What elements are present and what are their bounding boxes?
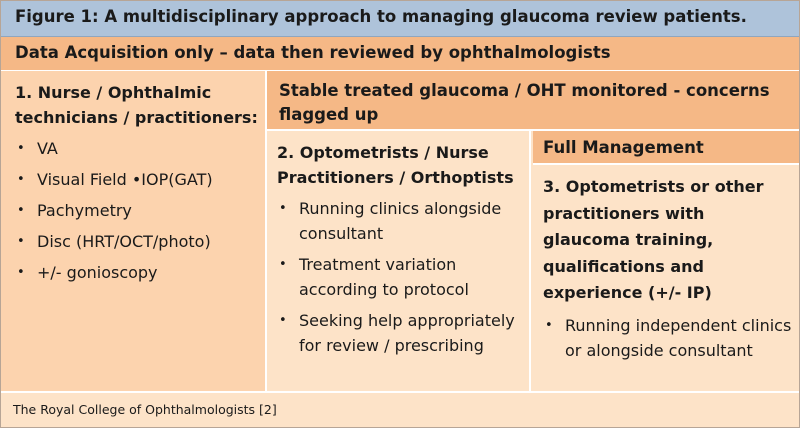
list-item: • Treatment variation according to protocol: [277, 252, 523, 302]
column-optometrists-practitioners: [267, 131, 531, 391]
list-item: • Disc (HRT/OCT/photo): [15, 229, 265, 254]
bullet-icon: •: [17, 141, 25, 156]
list-item: • Running clinics alongside consultant: [277, 196, 523, 246]
bullet-icon: •: [17, 234, 25, 249]
column-nurse-technicians: [1, 71, 267, 391]
column-heading: 1. Nurse / Ophthalmic technicians / practitioners:: [15, 83, 258, 127]
source-footer: The Royal College of Ophthalmologists [2]: [1, 391, 799, 427]
data-acquisition-header: Data Acquisition only – data then reviewed by ophthalmologists: [1, 37, 799, 71]
list-item: • Visual Field •IOP(GAT): [15, 167, 265, 192]
column-heading: 2. Optometrists / Nurse Practitioners / Orthoptists: [277, 143, 514, 187]
figure-title: Figure 1: A multidisciplinary approach to managing glaucoma review patients.: [1, 1, 799, 37]
bullet-icon: •: [17, 203, 25, 218]
full-management-header: Full Management: [533, 131, 799, 165]
stable-monitored-header: Stable treated glaucoma / OHT monitored - concerns flagged up: [267, 71, 799, 131]
column-list: [15, 136, 265, 285]
column-heading: 3. Optometrists or other practitioners with glaucoma training, qualifications and experience (+/- IP): [543, 177, 764, 302]
list-item: • Running independent clinics or alongside consultant: [543, 313, 795, 363]
list-item: • Pachymetry: [15, 198, 265, 223]
column-glaucoma-trained: [533, 165, 799, 391]
bullet-icon: •: [545, 317, 553, 333]
bullet-icon: •: [17, 265, 25, 280]
column-list: [543, 313, 795, 363]
bullet-icon: •: [279, 257, 287, 272]
list-item: • VA: [15, 136, 265, 161]
bullet-icon: •: [17, 172, 25, 187]
column-list: [277, 196, 523, 358]
list-item: • Seeking help appropriately for review / prescribing: [277, 308, 523, 358]
bullet-icon: •: [279, 201, 287, 216]
list-item: • +/- gonioscopy: [15, 260, 265, 285]
bullet-icon: •: [279, 313, 287, 328]
